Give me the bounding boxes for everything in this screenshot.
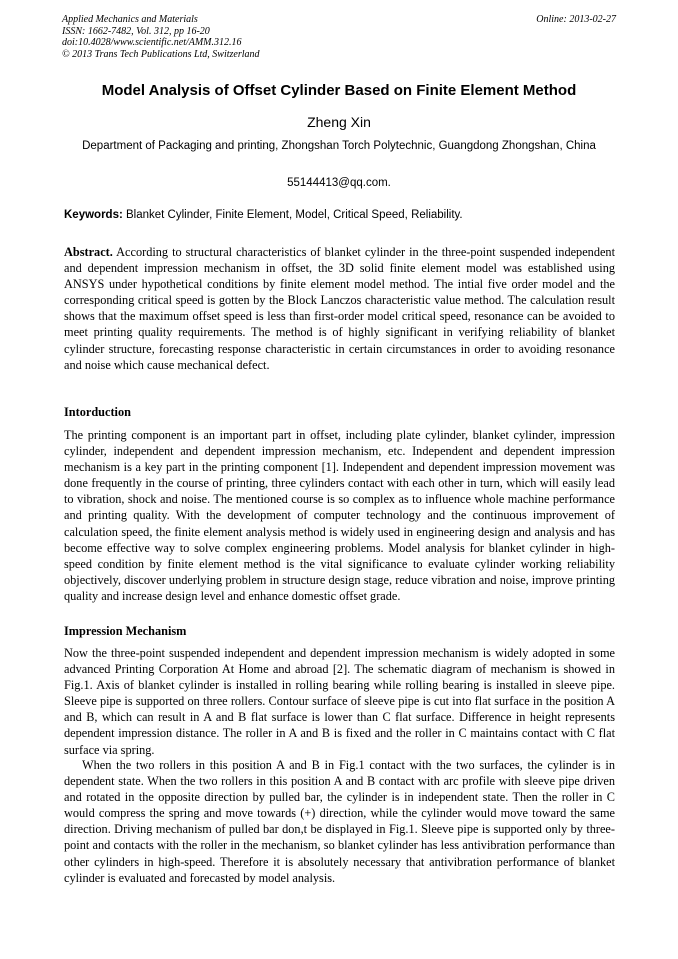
keywords-label: Keywords:: [64, 209, 123, 221]
abstract: [64, 244, 615, 373]
paper-author: Zheng Xin: [307, 114, 371, 130]
author-email: 55144413@qq.com.: [287, 177, 391, 189]
abstract-text: According to structural characteristics of blanket cylinder in the three-point suspended independent and dependent impression mechanism in offset, the 3D solid finite element model was established using ANSYS under hypothetical conditions by finite element model method. The intial five order model and the corresponding critical speed is gotten by the Block Lanczos characteristic value method. The calculation result shows that the maximum offset speed is less than first-order model critical speed, resonance can be avoided to meet printing quality requirements. The method is of highly significant in verifying reliability of blanket cylinder structure, forecasting response characteristic in certain circumstances in order to avoiding resonance and noise which cause mechanical defect.: [64, 245, 615, 372]
journal-name: Applied Mechanics and Materials: [62, 14, 198, 25]
online-date: Online: 2013-02-27: [536, 14, 616, 25]
journal-header: [62, 14, 616, 60]
keywords-text: Blanket Cylinder, Finite Element, Model, Critical Speed, Reliability.: [126, 209, 463, 221]
mechanism-paragraph-2: When the two rollers in this position A and B in Fig.1 contact with the two surfaces, the cylinder is in dependent state. When the two rollers in this position A and B contact with arc profile with sleeve pipe driven and rotated in the opposite direction by pulled bar, the cylinder is in independent state. Then the roller in C would compress the spring and move towards (+) direction, while the cylinder would move toward the same direction. Driving mechanism of pulled bar don,t be displayed in Fig.1. Sleeve pipe is supported only by three-point and contacts with the roller in the mechanism, so blanket cylinder has less antivibration performance than other cylinders in high-speed. Therefore it is absolutely necessary that antivibration performance of blanket cylinder is evaluated and forecasted by model analysis.: [64, 758, 615, 885]
paper-title: Model Analysis of Offset Cylinder Based on Finite Element Method: [101, 82, 577, 99]
journal-doi: doi:10.4028/www.scientific.net/AMM.312.16: [62, 37, 242, 48]
journal-issn: ISSN: 1662-7482, Vol. 312, pp 16-20: [62, 25, 210, 37]
abstract-label: Abstract.: [64, 245, 113, 259]
section-heading-impression-mechanism: Impression Mechanism: [64, 624, 187, 638]
section-heading-introduction: Intorduction: [64, 405, 131, 419]
mechanism-paragraph-1: Now the three-point suspended independent and dependent impression mechanism is widely adopted in some advanced Printing Corporation At Home and abroad [2]. The schematic diagram of mechanism is showed in Fig.1. Axis of blanket cylinder is installed in rolling bearing while rolling bearing is installed in sleeve pipe. Sleeve pipe is supported on three rollers. Contour surface of sleeve pipe is cut into flat surface in the position A and B, which can result in A and B flat surface is lower than C flat surface. Difference in height represents dependent impression distance. The roller in A and B is fixed and the roller in C maintains contact with C flat surface via spring.: [64, 646, 616, 757]
introduction-paragraph: The printing component is an important part in offset, including plate cylinder, blanket cylinder, impression cylinder, independent and dependent impression mechanism, etc. Independent and dependent impression mechanism is a key part in the printing component [1]. Independent and dependent impression movement was done frequently in the course of printing, three cylinders contact with each other in turn, which will easily lead to vibration, shock and noise. The mentioned course is so complex as to influence whole machine performance and printing quality. With the development of computer technology and the continuous improvement of calculation speed, the finite element analysis method is widely used in engineering design and analysis and has become effective way to solve complex engineering problems. Model analysis for blanket cylinder in high-speed condition by finite element method is the vital significance to evaluate cylinder working reliability objectively, discover underlying problem in structure design stage, reduce vibration and noise, improve printing quality and increase design level and enhance domestic offset grade.: [64, 428, 615, 603]
journal-copyright: © 2013 Trans Tech Publications Ltd, Switzerland: [62, 48, 260, 60]
author-affiliation: Department of Packaging and printing, Zhongshan Torch Polytechnic, Guangdong Zhongshan, China: [82, 140, 596, 152]
keywords: [64, 209, 616, 221]
